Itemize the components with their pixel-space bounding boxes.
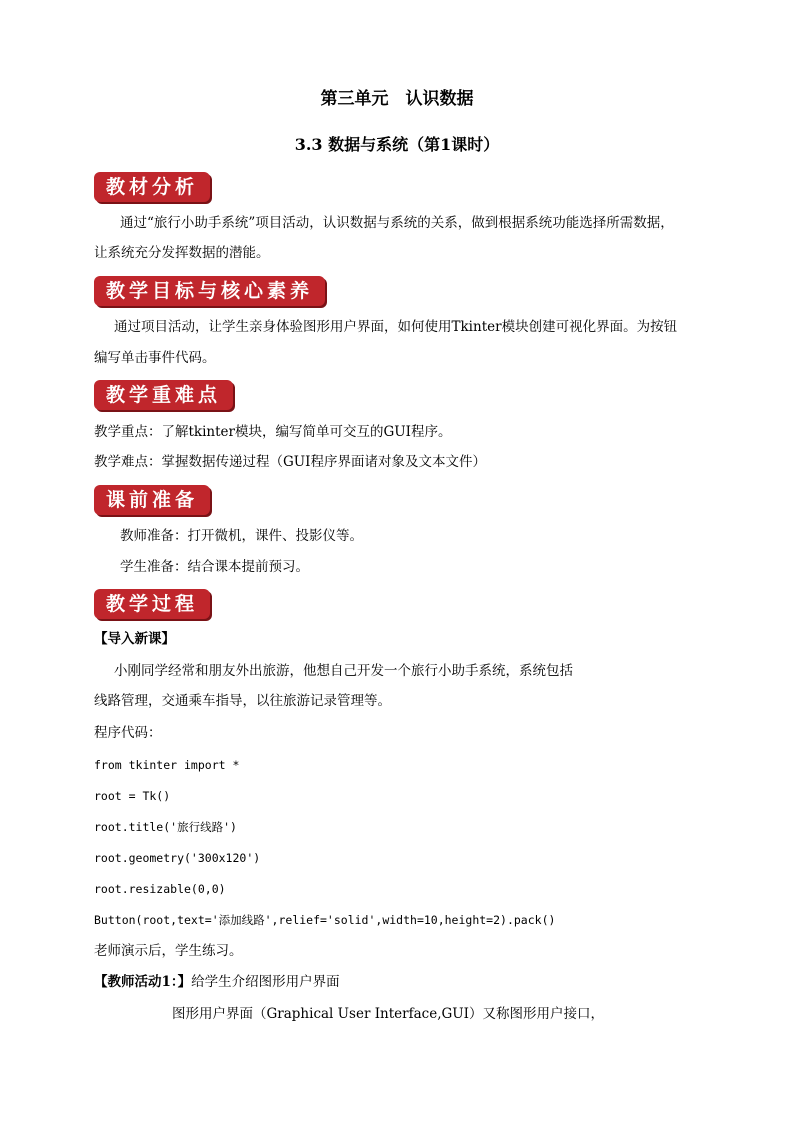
intro-line-2: 线路管理，交通乘车指导，以往旅游记录管理等。 <box>94 693 391 709</box>
banner-teaching-process: 教学过程 <box>94 589 210 619</box>
banner-material-analysis: 教材分析 <box>94 172 210 202</box>
difficult-point: 教学难点：掌握数据传递过程（GUI程序界面诸对象及文本文件） <box>94 454 486 470</box>
banner-key-difficult-points: 教学重难点 <box>94 380 233 410</box>
goals-line-2: 编写单击事件代码。 <box>94 350 216 366</box>
unit-title: 第三单元 认识数据 <box>320 89 474 109</box>
goals-line-1: 通过项目活动，让学生亲身体验图形用户界面，如何使用Tkinter模块创建可视化界面。为按钮 <box>114 319 678 335</box>
teacher-prep: 教师准备：打开微机，课件、投影仪等。 <box>120 528 363 544</box>
code-line: Button(root,text='添加线路',relief='solid',width=10,height=2).pack() <box>94 913 556 927</box>
banner-class-preparation: 课前准备 <box>94 485 210 515</box>
teacher-activity-line <box>94 972 340 992</box>
key-point: 教学重点：了解tkinter模块，编写简单可交互的GUI程序。 <box>94 424 452 440</box>
code-line: root = Tk() <box>94 789 171 803</box>
intro-heading: 【导入新课】 <box>94 631 175 647</box>
teacher-activity-text: 给学生介绍图形用户界面 <box>191 974 340 990</box>
material-line-2: 让系统充分发挥数据的潜能。 <box>94 245 270 261</box>
banner-teaching-goals: 教学目标与核心素养 <box>94 276 325 306</box>
material-line-1: 通过“旅行小助手系统”项目活动，认识数据与系统的关系，做到根据系统功能选择所需数据， <box>120 215 674 231</box>
code-line: root.geometry('300x120') <box>94 851 261 865</box>
code-line: root.title('旅行线路') <box>94 820 237 834</box>
code-label: 程序代码： <box>94 725 162 741</box>
gui-definition-line: 图形用户界面（Graphical User Interface,GUI）又称图形用户接口， <box>172 1006 604 1022</box>
teacher-activity-heading: 【教师活动1：】 <box>94 974 192 990</box>
code-line: root.resizable(0,0) <box>94 882 226 896</box>
student-prep: 学生准备：结合课本提前预习。 <box>120 559 309 575</box>
lesson-title: 3.3 数据与系统（第1课时） <box>294 135 500 154</box>
intro-line-1: 小刚同学经常和朋友外出旅游，他想自己开发一个旅行小助手系统，系统包括 <box>114 663 573 679</box>
after-code-text: 老师演示后，学生练习。 <box>94 943 243 959</box>
code-line: from tkinter import * <box>94 758 240 772</box>
